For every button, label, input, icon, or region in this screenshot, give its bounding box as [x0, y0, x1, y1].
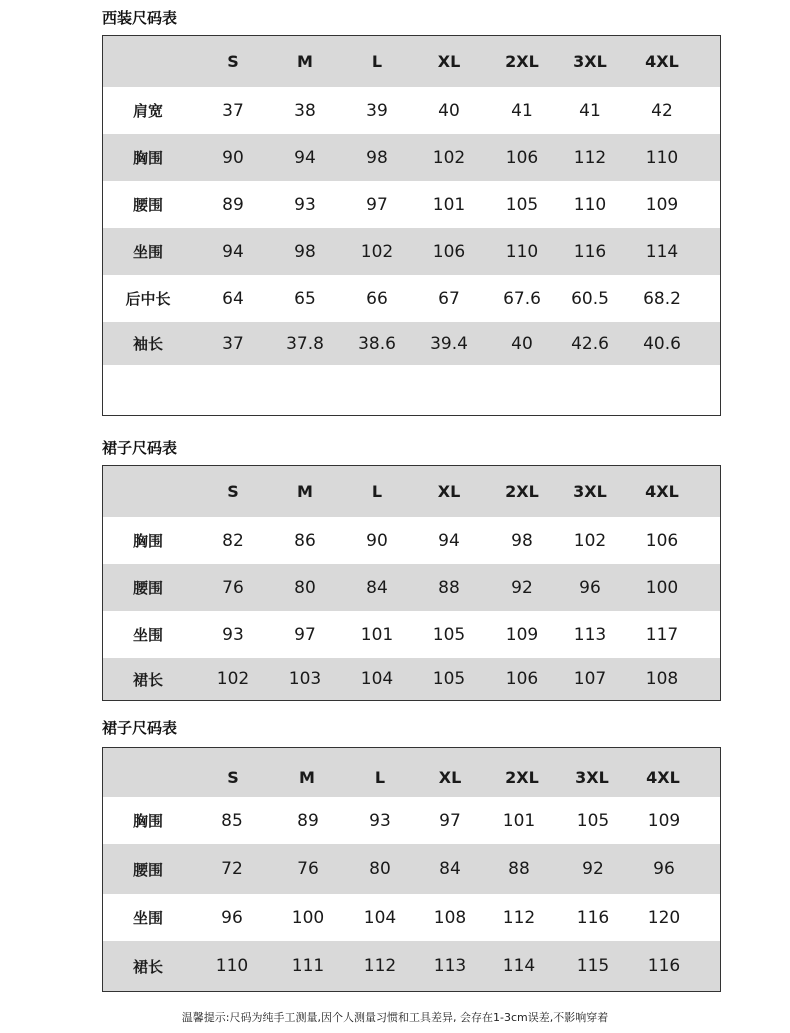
size-header-xl: XL [438, 768, 462, 787]
cell-value: 40.6 [643, 333, 681, 354]
cell-value: 101 [360, 624, 394, 645]
cell-value: 94 [438, 530, 460, 551]
cell-value: 102 [573, 530, 607, 551]
size-header-m: M [297, 52, 313, 71]
size-header-3xl: 3XL [575, 768, 609, 787]
cell-value: 113 [573, 624, 607, 645]
cell-value: 94 [294, 147, 316, 168]
cell-value: 97 [439, 810, 461, 831]
cell-value: 102 [432, 147, 466, 168]
cell-value: 60.5 [571, 288, 609, 309]
size-header-2xl: 2XL [505, 768, 539, 787]
cell-value: 66 [366, 288, 388, 309]
cell-value: 105 [432, 624, 466, 645]
cell-value: 39 [366, 100, 388, 121]
cell-value: 90 [366, 530, 388, 551]
cell-value: 88 [438, 577, 460, 598]
cell-value: 88 [508, 859, 530, 879]
cell-value: 82 [222, 530, 244, 551]
size-header-l: L [371, 52, 383, 71]
table-row [103, 517, 720, 564]
cell-value: 84 [366, 577, 388, 598]
cell-value: 97 [366, 194, 388, 215]
row-label: 坐围 [132, 243, 163, 261]
cell-value: 67.6 [503, 288, 541, 309]
cell-value: 76 [222, 577, 244, 598]
row-label: 腰围 [132, 579, 163, 597]
cell-value: 106 [645, 530, 679, 551]
size-header-4xl: 4XL [645, 52, 679, 71]
dress-size-table-title: 裙子尺码表 [102, 439, 178, 457]
row-label: 胸围 [132, 149, 163, 167]
table-row [103, 87, 720, 134]
row-label: 腰围 [132, 196, 163, 214]
size-header-3xl: 3XL [573, 482, 607, 501]
row-label: 裙长 [132, 670, 163, 689]
cell-value: 98 [511, 530, 533, 551]
table-row [103, 564, 720, 611]
cell-value: 92 [511, 577, 533, 598]
cell-value: 117 [645, 624, 679, 645]
cell-value: 86 [294, 530, 316, 551]
dress-size-table-2-title: 裙子尺码表 [102, 719, 178, 737]
cell-value: 76 [297, 859, 319, 879]
cell-value: 108 [645, 669, 679, 689]
table-row [103, 322, 720, 365]
suit-size-table-title: 西装尺码表 [102, 9, 178, 27]
cell-value: 84 [439, 859, 461, 879]
cell-value: 112 [573, 147, 607, 168]
cell-value: 113 [433, 956, 467, 976]
cell-value: 107 [573, 669, 607, 689]
table-header-row [103, 36, 720, 87]
cell-value: 108 [433, 907, 467, 928]
cell-value: 109 [647, 810, 681, 831]
cell-value: 42.6 [571, 333, 609, 354]
cell-value: 41 [579, 100, 601, 121]
cell-value: 42 [651, 100, 673, 121]
row-label: 裙长 [132, 957, 163, 976]
cell-value: 93 [294, 194, 316, 215]
suit-size-table [102, 35, 721, 416]
cell-value: 110 [645, 147, 679, 168]
cell-value: 37.8 [286, 333, 324, 354]
cell-value: 72 [221, 859, 243, 879]
size-header-2xl: 2XL [505, 482, 539, 501]
row-label: 胸围 [132, 812, 163, 830]
cell-value: 102 [360, 241, 394, 262]
size-header-m: M [297, 482, 313, 501]
table-row [103, 228, 720, 275]
dress-size-table [102, 465, 721, 701]
cell-value: 67 [438, 288, 460, 309]
cell-value: 116 [573, 241, 607, 262]
cell-value: 40 [511, 333, 533, 354]
cell-value: 89 [222, 194, 244, 215]
cell-value: 38 [294, 100, 316, 121]
table-row [103, 894, 720, 941]
cell-value: 98 [294, 241, 316, 262]
cell-value: 114 [645, 241, 679, 262]
cell-value: 110 [215, 956, 249, 976]
table-row [103, 797, 720, 844]
cell-value: 37 [222, 100, 244, 121]
cell-value: 110 [505, 241, 539, 262]
dress-size-table-2 [102, 747, 721, 992]
table-row [103, 658, 720, 700]
cell-value: 114 [502, 956, 536, 976]
cell-value: 116 [647, 956, 681, 976]
row-label: 胸围 [132, 532, 163, 550]
cell-value: 106 [505, 147, 539, 168]
cell-value: 96 [221, 907, 243, 928]
cell-value: 65 [294, 288, 316, 309]
cell-value: 41 [511, 100, 533, 121]
cell-value: 112 [363, 956, 397, 976]
cell-value: 93 [222, 624, 244, 645]
table-row [103, 275, 720, 322]
cell-value: 120 [647, 907, 681, 928]
cell-value: 116 [576, 907, 610, 928]
cell-value: 106 [505, 669, 539, 689]
size-header-xl: XL [437, 52, 461, 71]
row-label: 后中长 [125, 290, 171, 308]
cell-value: 112 [502, 907, 536, 928]
table-header-row [103, 748, 720, 797]
cell-value: 98 [366, 147, 388, 168]
cell-value: 94 [222, 241, 244, 262]
cell-value: 109 [645, 194, 679, 215]
size-header-3xl: 3XL [573, 52, 607, 71]
cell-value: 110 [573, 194, 607, 215]
cell-value: 90 [222, 147, 244, 168]
row-label: 袖长 [132, 335, 163, 353]
size-header-l: L [374, 768, 386, 787]
row-label: 坐围 [132, 909, 163, 927]
size-header-m: M [299, 768, 315, 787]
table-row [103, 181, 720, 228]
cell-value: 38.6 [358, 333, 396, 354]
cell-value: 109 [505, 624, 539, 645]
size-header-xl: XL [437, 482, 461, 501]
table-row [103, 134, 720, 181]
cell-value: 92 [582, 859, 604, 879]
cell-value: 104 [363, 907, 397, 928]
cell-value: 96 [579, 577, 601, 598]
cell-value: 80 [369, 859, 391, 879]
cell-value: 93 [369, 810, 391, 831]
cell-value: 96 [653, 859, 675, 879]
table-row [103, 611, 720, 658]
cell-value: 111 [291, 956, 325, 976]
size-header-4xl: 4XL [646, 768, 680, 787]
size-header-l: L [371, 482, 383, 501]
table-row [103, 844, 720, 894]
cell-value: 89 [297, 810, 319, 831]
cell-value: 102 [216, 669, 250, 689]
cell-value: 105 [432, 669, 466, 689]
cell-value: 68.2 [643, 288, 681, 309]
cell-value: 100 [291, 907, 325, 928]
cell-value: 115 [576, 956, 610, 976]
size-header-2xl: 2XL [505, 52, 539, 71]
cell-value: 103 [288, 669, 322, 689]
row-label: 坐围 [132, 626, 163, 644]
cell-value: 97 [294, 624, 316, 645]
cell-value: 64 [222, 288, 244, 309]
size-header-s: S [227, 768, 239, 787]
cell-value: 37 [222, 333, 244, 354]
table-header-row [103, 466, 720, 517]
size-header-s: S [227, 52, 239, 71]
cell-value: 85 [221, 810, 243, 831]
measurement-disclaimer: 温馨提示:尺码为纯手工测量,因个人测量习惯和工具差异, 会存在1-3cm误差,不影响穿着 [181, 1011, 609, 1024]
cell-value: 105 [576, 810, 610, 831]
cell-value: 39.4 [430, 333, 468, 354]
size-header-4xl: 4XL [645, 482, 679, 501]
row-label: 腰围 [132, 860, 163, 879]
table-row [103, 941, 720, 991]
cell-value: 101 [432, 194, 466, 215]
cell-value: 100 [645, 577, 679, 598]
row-label: 肩宽 [132, 102, 163, 120]
cell-value: 106 [432, 241, 466, 262]
size-header-s: S [227, 482, 239, 501]
cell-value: 80 [294, 577, 316, 598]
cell-value: 101 [502, 810, 536, 831]
cell-value: 105 [505, 194, 539, 215]
cell-value: 104 [360, 669, 394, 689]
cell-value: 40 [438, 100, 460, 121]
